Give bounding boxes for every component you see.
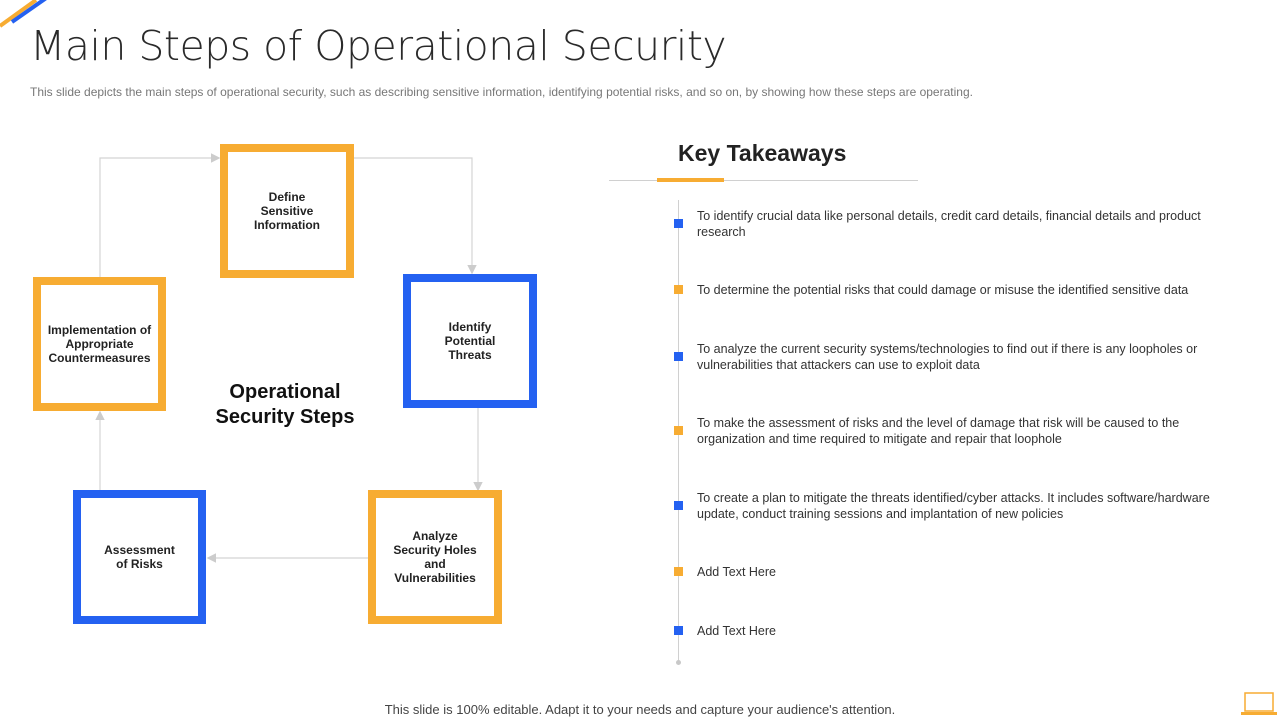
timeline-end-dot <box>676 660 681 665</box>
key-takeaways-divider <box>609 180 918 181</box>
key-takeaways-heading: Key Takeaways <box>678 140 847 166</box>
square-bullet-icon <box>674 501 683 510</box>
step-label: Analyze Security Holes and Vulnerabilities <box>393 529 477 585</box>
page-title: Main Steps of Operational Security <box>30 22 727 70</box>
takeaway-text: To identify crucial data like personal details, credit card details, financial details and product research <box>697 209 1201 239</box>
step-identify-potential-threats <box>403 274 537 408</box>
diagram-center-label: Operational Security Steps <box>215 381 355 428</box>
step-implementation-of-countermeasures <box>33 277 166 411</box>
takeaway-text: Add Text Here <box>697 565 776 579</box>
takeaway-text: To determine the potential risks that could damage or misuse the identified sensitive data <box>697 283 1189 297</box>
page-subtitle: This slide depicts the main steps of operational security, such as describing sensitive information, identifying potential risks, and so on, by showing how these steps are operating. <box>30 85 973 99</box>
takeaway-text: To analyze the current security systems/technologies to find out if there is any loopholes or vulnerabilities that attackers can use to exploit data <box>697 342 1198 372</box>
step-label: Implementation of Appropriate Countermeasures <box>47 323 152 365</box>
square-bullet-icon <box>674 567 683 576</box>
takeaway-text: To create a plan to mitigate the threats identified/cyber attacks. It includes software/hardware update, conduct training sessions and implantation of new policies <box>697 491 1210 521</box>
laptop-icon <box>1240 690 1278 718</box>
square-bullet-icon <box>674 426 683 435</box>
connector-implementation-to-define <box>100 158 218 277</box>
step-assessment-of-risks <box>73 490 206 624</box>
key-takeaways-accent-bar <box>657 178 724 182</box>
step-label: Define Sensitive Information <box>254 190 320 232</box>
square-bullet-icon <box>674 626 683 635</box>
footer-note: This slide is 100% editable. Adapt it to your needs and capture your audience's attention. <box>384 702 896 717</box>
step-analyze-security-holes <box>368 490 502 624</box>
step-define-sensitive-information <box>220 144 354 278</box>
square-bullet-icon <box>674 352 683 361</box>
step-label: Assessment of Risks <box>104 543 175 571</box>
step-label: Identify Potential Threats <box>444 320 496 362</box>
takeaway-text: Add Text Here <box>697 624 776 638</box>
connector-define-to-identify <box>353 158 472 272</box>
square-bullet-icon <box>674 219 683 228</box>
takeaway-text: To make the assessment of risks and the level of damage that risk will be caused to the organization and time required to mitigate and repair that loophole <box>697 416 1180 446</box>
square-bullet-icon <box>674 285 683 294</box>
